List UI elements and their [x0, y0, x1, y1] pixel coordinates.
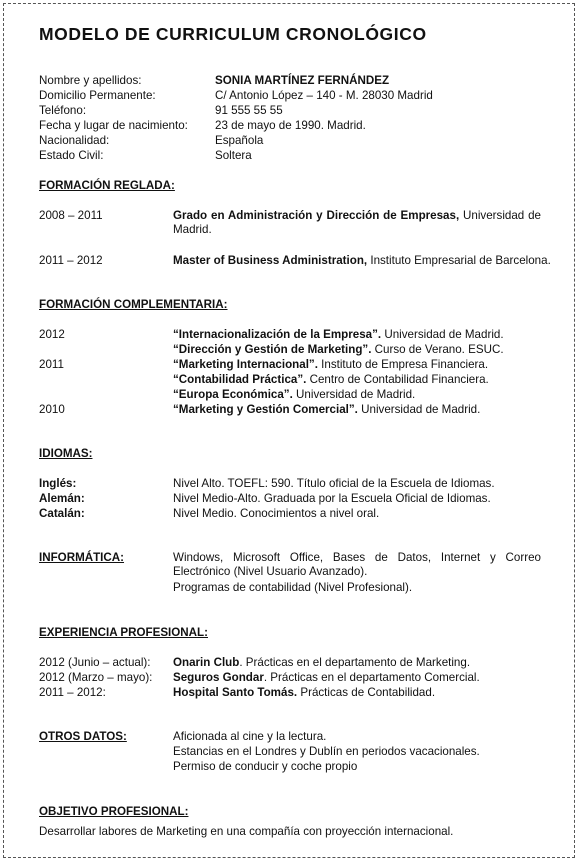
other-info-line: Aficionada al cine y la lectura.: [173, 730, 327, 743]
course-title: “Marketing y Gestión Comercial”.: [173, 403, 358, 416]
course-year: 2010: [39, 403, 65, 416]
computer-skills: Windows, Microsoft Office, Bases de Datos, Internet y Correo Electrónico (Nivel Usuario Avanzado).: [173, 551, 541, 578]
course-institution: Universidad de Madrid.: [357, 403, 481, 416]
course-institution: Universidad de Madrid.: [292, 388, 416, 401]
course-title: “Europa Económica”.: [173, 388, 293, 401]
nationality-label: Nacionalidad:: [39, 134, 110, 147]
education-institution: Universidad de Madrid.: [173, 209, 541, 236]
section-heading-experiencia: EXPERIENCIA PROFESIONAL:: [39, 626, 208, 639]
address-value: C/ Antonio López – 140 - M. 28030 Madrid: [215, 89, 433, 102]
other-info-line: Estancias en el Londres y Dublín en periodos vacacionales.: [173, 745, 480, 758]
course-entry: [173, 358, 488, 372]
section-heading-formacion-complementaria: FORMACIÓN COMPLEMENTARIA:: [39, 298, 228, 311]
section-heading-informatica: INFORMÁTICA:: [39, 551, 125, 564]
education-entry: [173, 209, 541, 237]
section-heading-objetivo: OBJETIVO PROFESIONAL:: [39, 805, 189, 818]
civil-status-value: Soltera: [215, 149, 252, 162]
course-entry: [173, 328, 504, 342]
education-period: 2011 – 2012: [39, 254, 103, 267]
birth-label: Fecha y lugar de nacimiento:: [39, 119, 188, 132]
course-institution: Universidad de Madrid.: [381, 328, 504, 341]
course-year: 2012: [39, 328, 65, 341]
section-heading-idiomas: IDIOMAS:: [39, 447, 93, 460]
name-label: Nombre y apellidos:: [39, 74, 142, 87]
education-period: 2008 – 2011: [39, 209, 103, 222]
language-level: Nivel Medio. Conocimientos a nivel oral.: [173, 507, 380, 520]
job-entry: [173, 671, 480, 685]
course-entry: [173, 388, 415, 402]
education-entry: [173, 254, 551, 268]
education-institution: Instituto Empresarial de Barcelona.: [367, 254, 551, 267]
section-heading-otros-datos: OTROS DATOS:: [39, 730, 127, 743]
job-period: 2012 (Marzo – mayo):: [39, 671, 153, 684]
job-entry: [173, 656, 470, 670]
course-institution: Curso de Verano. ESUC.: [371, 343, 504, 356]
language-level: Nivel Medio-Alto. Graduada por la Escuela Oficial de Idiomas.: [173, 492, 491, 505]
phone-value: 91 555 55 55: [215, 104, 283, 117]
job-company: Hospital Santo Tomás.: [173, 686, 298, 699]
job-entry: [173, 686, 435, 700]
job-description: . Prácticas en el departamento de Marketing.: [239, 656, 471, 669]
career-objective: Desarrollar labores de Marketing en una compañía con proyección internacional.: [39, 825, 454, 838]
document-title: MODELO DE CURRICULUM CRONOLÓGICO: [39, 24, 427, 44]
language-name: Catalán:: [39, 507, 85, 520]
phone-label: Teléfono:: [39, 104, 87, 117]
job-company: Seguros Gondar: [173, 671, 264, 684]
course-entry: [173, 403, 480, 417]
birth-value: 23 de mayo de 1990. Madrid.: [215, 119, 366, 132]
course-year: 2011: [39, 358, 64, 371]
education-title: Master of Business Administration,: [173, 254, 368, 267]
course-title: “Internacionalización de la Empresa”.: [173, 328, 382, 341]
nationality-value: Española: [215, 134, 264, 147]
course-title: “Dirección y Gestión de Marketing”.: [173, 343, 372, 356]
language-name: Inglés:: [39, 477, 77, 490]
name-value: SONIA MARTÍNEZ FERNÁNDEZ: [215, 74, 390, 87]
course-title: “Contabilidad Práctica”.: [173, 373, 307, 386]
job-description: . Prácticas en el departamento Comercial.: [263, 671, 480, 684]
language-level: Nivel Alto. TOEFL: 590. Título oficial de la Escuela de Idiomas.: [173, 477, 495, 490]
other-info-line: Permiso de conducir y coche propio: [173, 760, 358, 773]
education-title: Grado en Administración y Dirección de Empresas,: [173, 209, 460, 222]
course-institution: Centro de Contabilidad Financiera.: [306, 373, 489, 386]
computer-skills-extra: Programas de contabilidad (Nivel Profesional).: [173, 581, 413, 594]
job-description: Prácticas de Contabilidad.: [297, 686, 436, 699]
address-label: Domicilio Permanente:: [39, 89, 156, 102]
course-entry: [173, 343, 504, 357]
job-period: 2012 (Junio – actual):: [39, 656, 151, 669]
section-heading-formacion-reglada: FORMACIÓN REGLADA:: [39, 179, 175, 192]
job-company: Onarin Club: [173, 656, 240, 669]
course-entry: [173, 373, 489, 387]
course-institution: Instituto de Empresa Financiera.: [317, 358, 489, 371]
job-period: 2011 – 2012:: [39, 686, 106, 699]
language-name: Alemán:: [39, 492, 85, 505]
course-title: “Marketing Internacional”.: [173, 358, 318, 371]
civil-status-label: Estado Civil:: [39, 149, 104, 162]
